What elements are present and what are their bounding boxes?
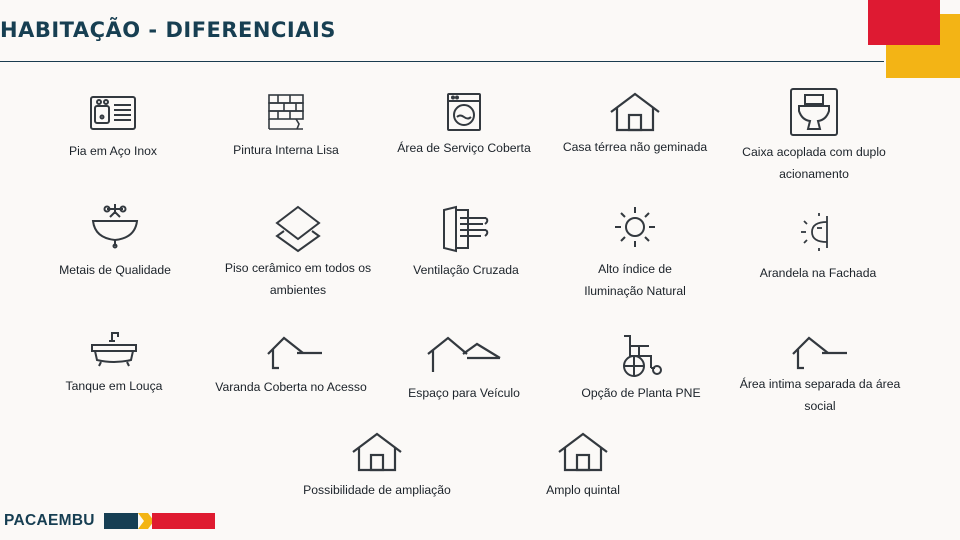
feature-item [186,94,386,161]
sink-icon [13,96,213,130]
wheelchair-icon [541,334,741,378]
footer-navy-stripe [104,513,138,529]
feature-label: Espaço para Veículo [408,386,520,400]
feature-item [535,93,735,158]
feature-label: Área intima separada da área social [739,377,901,413]
feature-label: Caixa acoplada com duplo acionamento [742,145,886,181]
house-icon [483,433,683,471]
brick-wall-icon [186,94,386,130]
decor-red-square [868,0,940,45]
washbasin-faucet-icon [15,204,215,248]
house-icon [277,433,477,471]
feature-item [191,334,391,398]
feature-label: Opção de Planta PNE [581,386,701,400]
feature-item [13,96,213,162]
sun-icon [535,206,735,248]
feature-label: Metais de Qualidade [59,263,171,277]
feature-label: Amplo quintal [546,483,620,497]
feature-item [720,334,920,417]
feature-item [483,433,683,501]
feature-label: Pia em Aço Inox [68,144,158,158]
feature-item [718,212,918,284]
feature-label: Pintura Interna Lisa [233,143,339,157]
feature-label: Casa térrea não geminada [562,140,708,154]
feature-item [364,334,564,404]
feature-item [364,93,564,159]
porch-roof-icon [191,334,391,370]
feature-item [277,433,477,501]
feature-label: Varanda Coberta no Acesso [215,380,367,394]
feature-label: Arandela na Fachada [759,266,877,280]
roof-extension-icon [720,334,920,370]
page-title: HABITAÇÃO - DIFERENCIAIS [0,18,336,42]
carport-icon [364,334,564,374]
footer-red-stripe [152,513,215,529]
feature-label: Área de Serviço Coberta [397,141,531,155]
feature-label: Tanque em Louça [65,379,163,393]
laundry-tub-icon [14,331,214,367]
feature-label: Possibilidade de ampliação [303,483,451,497]
house-icon [535,93,735,131]
feature-item [541,334,741,404]
feature-item [714,88,914,185]
feature-item [15,204,215,281]
feature-item [535,206,735,302]
washing-machine-icon [364,93,564,131]
toilet-icon [714,88,914,136]
feature-label: Ventilação Cruzada [413,263,519,277]
header-divider [0,61,884,62]
feature-label: Alto índice de Iluminação Natural [584,262,686,298]
feature-item [14,331,214,397]
feature-label: Piso cerâmico em todos os ambientes [224,261,372,297]
wall-lamp-icon [718,212,918,252]
brand-logo-text: PACAEMBU [4,512,95,529]
